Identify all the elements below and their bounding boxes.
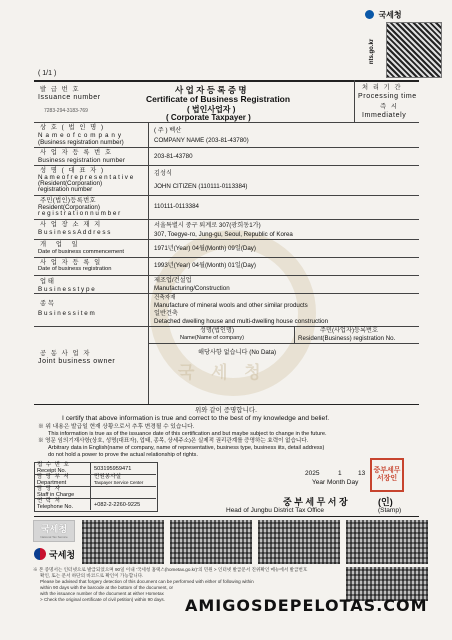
page-number: ( 1/1 ) — [38, 70, 57, 77]
rep-value-kr: 김성식 — [154, 170, 172, 177]
item-label-kr: 종 목 — [40, 300, 54, 307]
title-kr: 사 업 자 등 록 증 명 — [175, 85, 247, 95]
nts-emblem-icon — [34, 548, 46, 560]
resident-value: 110111-0113384 — [154, 203, 199, 210]
nts-logo-block — [33, 520, 75, 542]
footnote-1: ※ 본 증명서는 인터넷으로 발급되었으며 90일 이내 ‘국세청 홈택스(hometax.go.kr)’의 민원 > 인터넷 발급문서 진위확인 메뉴에서 발급번호 — [33, 567, 308, 572]
company-label-en1: N a m e o f c o m p a n y — [38, 132, 122, 139]
issuance-label-en: Issuance number — [38, 94, 101, 101]
nts-logo-text: 국세청 — [378, 10, 402, 20]
staff-label-kr: 담 당 자 — [37, 486, 61, 492]
type-label-en: B u s i n e s s t y p e — [38, 286, 95, 293]
issuance-label-kr: 발 급 번 호 — [40, 86, 81, 93]
brand-watermark: AMIGOSDEPELOTAS.COM — [185, 596, 428, 615]
date-month: 1 — [338, 470, 342, 477]
item-value-4: Detached dwelling house and multi-dwelling house construction — [154, 318, 329, 325]
office-en: Head of Jungbu District Tax Office — [226, 507, 325, 514]
notice-1: ※ 위 내용은 발급일 현재 상황으로서 추후 변경될 수 있습니다. — [38, 424, 195, 430]
processing-value-kr: 즉 시 — [380, 103, 399, 110]
resident-label-en1: Resident(Corporation) — [38, 204, 100, 211]
office-seal-word: (인) — [378, 497, 393, 507]
rep-label-en2: (Resident(Corporation) — [38, 180, 103, 187]
type-value-kr: 제조업/건설업 — [154, 277, 192, 284]
regno-value: 203-81-43780 — [154, 153, 193, 160]
joint-label-kr: 공 동 사 업 자 — [40, 350, 91, 357]
regno-label-kr: 사 업 자 등 록 번 호 — [40, 149, 113, 156]
footnote-3: Please be advised that forgery detection of this document can be performed with either of following within — [40, 579, 254, 584]
dept-value-en: Taxpayer Service Center — [94, 480, 144, 485]
date-year: 2025 — [305, 470, 320, 477]
joint-value: 해당사항 없습니다 (No Data) — [198, 349, 277, 356]
barcode-block-3 — [258, 520, 340, 564]
resident-label-kr: 주민(법인)등록번호 — [40, 197, 96, 204]
barcode-block-4 — [346, 520, 428, 564]
title-en: Certificate of Business Registration — [146, 94, 291, 104]
footnote-4: within 90 days with the barcode at the bottom of the document, or — [40, 585, 174, 590]
dept-label-kr: 담 당 부 서 — [37, 474, 70, 480]
joint-col2-kr: 주민(사업자)등록번호 — [320, 327, 378, 334]
type-value-en: Manufacturing/Construction — [154, 285, 230, 292]
joint-col1-en: Name(Name of company) — [180, 335, 245, 341]
title-sub-en: ( Corporate Taxpayer ) — [166, 113, 251, 122]
nts-logo-sub: National Tax Service — [40, 535, 68, 539]
tel-label-en: Telephone No. — [37, 504, 74, 510]
address-label-en: B u s i n e s s A d d r e s s — [38, 229, 111, 236]
footnote-2: 확인, 또는 문서 하단의 바코드로 확인이 가능합니다. — [40, 573, 144, 578]
certify-en: I certify that above information is true and correct to the best of my knowledge and belief. — [62, 415, 330, 422]
rep-label-en3: registration number — [38, 186, 93, 193]
processing-label-en: Processing time — [358, 93, 417, 100]
nts-logo-icon — [365, 10, 374, 19]
joint-col2-en: Resident(Business) registration No. — [298, 335, 396, 342]
tel-label-kr: 연 락 처 — [37, 498, 61, 504]
official-seal — [370, 458, 404, 492]
staff-label-en: Staff in Charge — [37, 492, 75, 498]
item-value-1: 건축자재 — [154, 295, 176, 301]
item-value-2: Manufacture of mineral wools and other similar products — [154, 302, 308, 309]
open-date-label-kr: 개 업 일 — [40, 241, 82, 248]
address-label-kr: 사 업 장 소 재 지 — [40, 221, 102, 228]
joint-label-en: Joint business owner — [38, 358, 116, 365]
title-sub-kr: ( 법인사업자 ) — [187, 105, 236, 114]
footnote-6: > Check the original certificate of civil petition) within 90 days. — [40, 597, 165, 602]
reg-date-value: 1993년(Year) 04월(Month) 01일(Day) — [154, 262, 256, 269]
company-label-kr: 상 호 ( 법 인 명 ) — [40, 124, 105, 131]
issuance-number: 7283-294-3183-769 — [44, 108, 88, 114]
type-label-kr: 업 태 — [40, 278, 54, 285]
company-label-en2: (Business registration number) — [38, 139, 124, 146]
date-label: Year Month Day — [312, 479, 359, 486]
nts-logo-word: 국세청 — [40, 524, 68, 534]
processing-label-kr: 처 리 기 간 — [362, 84, 403, 91]
notice-5: do not hold a power to prove the actual relationship of rights. — [48, 452, 198, 458]
company-value-en: COMPANY NAME (203-81-43780) — [154, 137, 249, 144]
receipt-label-en: Receipt No. — [37, 468, 67, 474]
reg-date-label-en: Date of business registration — [38, 266, 112, 272]
seal-text: 중부세무서장인 — [373, 467, 401, 482]
certify-kr: 위와 같이 증명합니다. — [195, 407, 257, 414]
date-day: 13 — [358, 470, 366, 477]
item-label-en: B u s i n e s s i t e m — [38, 310, 95, 317]
side-url: nts.go.kr — [369, 38, 376, 65]
office-stamp: (Stamp) — [378, 507, 402, 514]
watermark-text: 국 세 청 — [178, 363, 267, 382]
address-value-kr: 서울특별시 중구 퇴계로 307(광희동1가) — [154, 222, 261, 229]
processing-value-en: Immediately — [362, 112, 407, 119]
open-date-label-en: Date of business commencement — [38, 249, 125, 255]
barcode-block-2 — [170, 520, 252, 564]
receipt-value: 503195959471 — [94, 466, 132, 472]
company-value-kr: ( 주 ) 벡산 — [154, 127, 182, 134]
rep-label-kr: 성 명 ( 대 표 자 ) — [40, 167, 105, 174]
top-qr-code-icon — [386, 22, 442, 78]
notice-4: Arbitrary data in English(name of company, name of representative, business type, business iits, detail address) — [48, 445, 325, 451]
joint-col1-kr: 성명(법인명) — [200, 327, 235, 334]
tel-value: +082-2-2260-9225 — [94, 502, 141, 508]
resident-label-en2: r e g i s t r a t i o n n u m b e r — [38, 210, 121, 217]
regno-label-en: Business registration number — [38, 157, 126, 164]
address-value-en: 307, Toegye-ro, Jung-gu, Seoul, Republic of Korea — [154, 231, 293, 238]
reg-date-label-kr: 사 업 자 등 록 일 — [40, 259, 102, 266]
rep-value-en: JOHN CITIZEN (110111-0113384) — [154, 183, 248, 190]
receipt-label-kr: 접 수 번 호 — [37, 462, 70, 468]
footnote-5: with the issuance number of the document at either Hometax — [40, 591, 164, 596]
nts-top-logo — [365, 6, 445, 18]
nts-label: 국세청 — [49, 550, 76, 560]
office-kr: 중 부 세 무 서 장 — [283, 497, 348, 507]
item-value-3: 일반건축 — [154, 310, 178, 317]
notice-3: ※ 영문 임의기재사항(상호, 성명(대표자), 업태, 종목, 상세주소)은 실제적 권리관계를 증명하는 효력이 없습니다. — [38, 438, 309, 444]
dept-value-kr: 민원봉사실 — [94, 474, 122, 480]
barcode-block-1 — [82, 520, 164, 564]
rep-label-en1: N a m e o f r e p r e s e n t a t i v e — [38, 174, 134, 181]
open-date-value: 1971년(Year) 04월(Month) 09일(Day) — [154, 245, 256, 252]
dept-label-en: Department — [37, 480, 67, 486]
notice-2: This information is true as of the issuance date of this certification and but maybe subject to change in the future. — [48, 431, 327, 437]
